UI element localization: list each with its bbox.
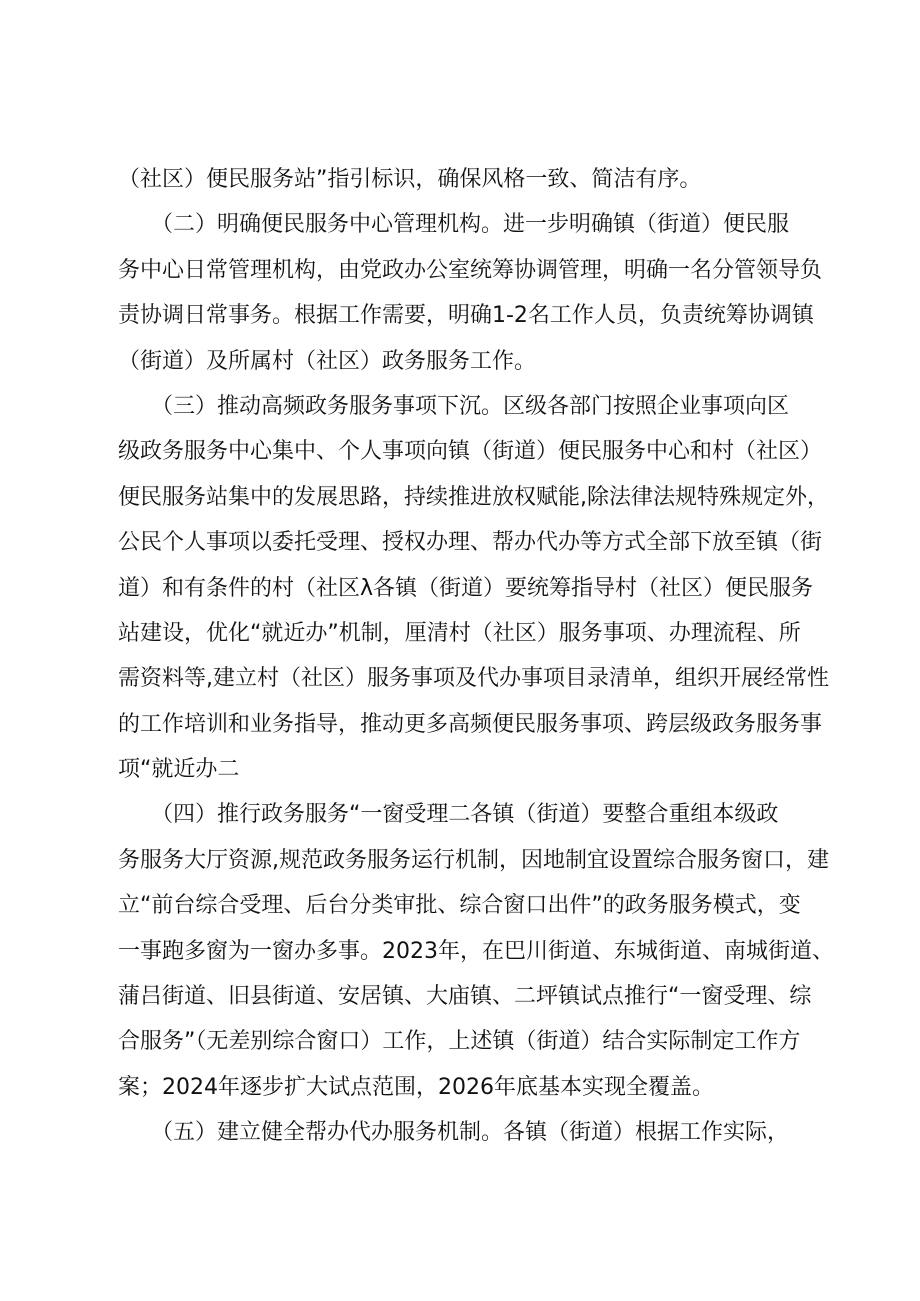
- text-line: 级政务服务中心集中、个人事项向镇（街道）便民服务中心和村（社区）: [118, 439, 823, 465]
- text-line: 需资料等,建立村（社区）服务事项及代办事项目录清单，组织开展经常性: [118, 666, 829, 692]
- text-line: （街道）及所属村（社区）政务服务工作。: [118, 348, 537, 374]
- text-line: 项“就近办二: [118, 757, 240, 783]
- text-line: 立“前台综合受理、后台分类审批、综合窗口出件”的政务服务模式，变: [118, 893, 801, 919]
- text-line: （社区）便民服务站”指引标识，确保风格一致、简洁有序。: [118, 167, 702, 192]
- text-line: 案；2024年逐步扩大试点范围，2026年底基本实现全覆盖。: [118, 1074, 714, 1100]
- text-line: 站建设，优化“就近办”机制，厘清村（社区）服务事项、办理流程、所: [118, 620, 801, 646]
- text-line: 蒲吕街道、旧县街道、安居镇、大庙镇、二坪镇试点推行“一窗受理、综: [118, 984, 812, 1010]
- body-text: [118, 157, 834, 1156]
- text-line: 道）和有条件的村（社区λ各镇（街道）要统筹指导村（社区）便民服务: [118, 575, 814, 601]
- text-line: 的工作培训和业务指导，推动更多高频便民服务事项、跨层级政务服务事: [118, 711, 823, 737]
- text-line: 便民服务站集中的发展思路，持续推进放权赋能,除法律法规特殊规定外，: [118, 484, 829, 510]
- text-line: 务服务大厅资源,规范政务服务运行机制，因地制宜设置综合服务窗口，建: [118, 847, 829, 873]
- text-line: （二）明确便民服务中心管理机构。进一步明确镇（街道）便民服: [118, 212, 790, 238]
- text-line: 一事跑多窗为一窗办多事。2023年，在巴川街道、东城街道、南城街道、: [118, 938, 834, 964]
- text-line: （四）推行政务服务“一窗受理二各镇（街道）要整合重组本级政: [118, 802, 779, 828]
- text-line: 责协调日常事务。根据工作需要，明确1-2名工作人员，负责统筹协调镇: [118, 303, 814, 329]
- text-line: 公民个人事项以委托受理、授权办理、帮办代办等方式全部下放至镇（街: [118, 530, 823, 556]
- text-line: （五）建立健全帮办代办服务机制。各镇（街道）根据工作实际，: [118, 1120, 790, 1146]
- text-line: 合服务”（无差别综合窗口）工作，上述镇（街道）结合实际制定工作方: [118, 1029, 801, 1055]
- text-line: （三）推动高频政务服务事项下沉。区级各部门按照企业事项向区: [118, 393, 790, 419]
- text-line: 务中心日常管理机构，由党政办公室统筹协调管理，明确一名分管领导负: [118, 257, 823, 283]
